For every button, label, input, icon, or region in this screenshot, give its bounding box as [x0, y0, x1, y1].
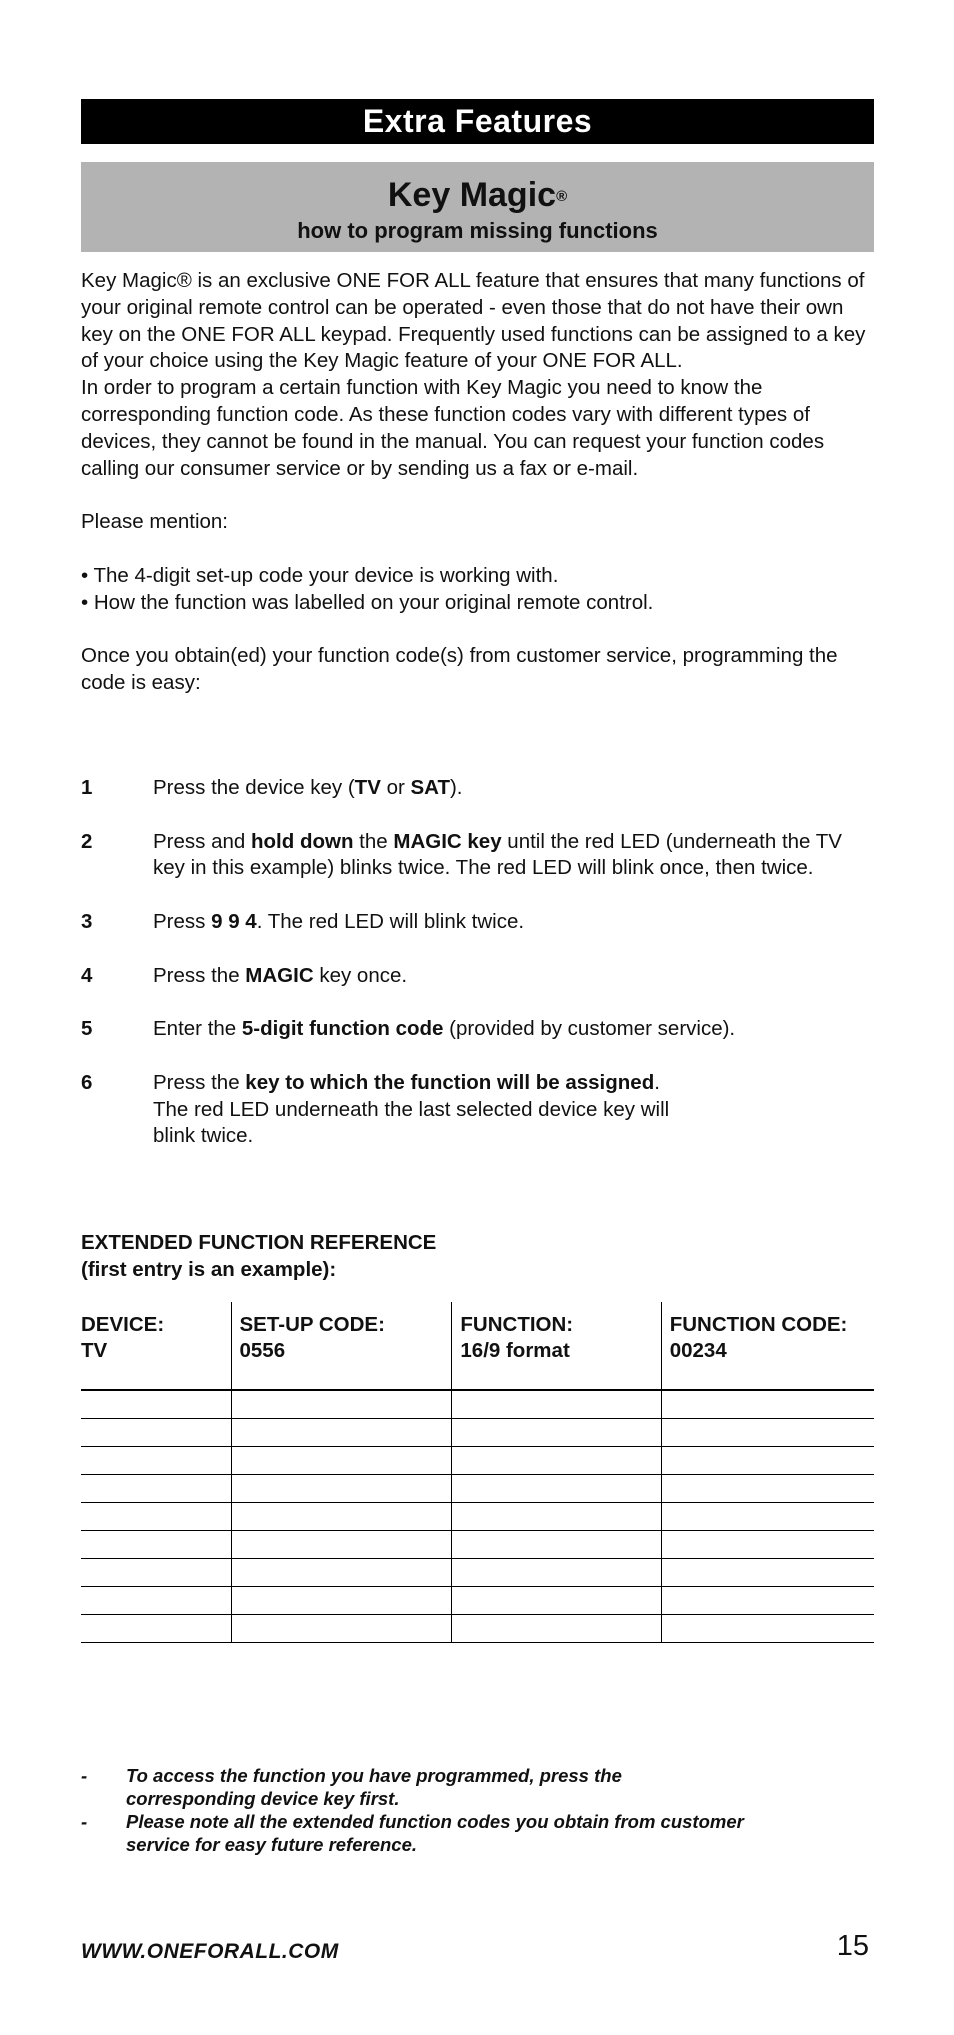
table-cell — [452, 1615, 661, 1643]
step-item — [81, 1070, 874, 1150]
table-cell — [81, 1559, 231, 1587]
note-item — [81, 1810, 874, 1856]
step-item — [81, 775, 874, 802]
step-text: . The red LED will blink twice. — [256, 909, 525, 933]
table-cell — [81, 1615, 231, 1643]
step-text: or — [380, 776, 411, 799]
step-emphasis: key to which the function will be assigned — [245, 1070, 655, 1094]
header-cell-function-code — [661, 1302, 874, 1390]
step-text: (provided by customer service). — [443, 1017, 736, 1041]
step-text: Press the — [153, 1070, 246, 1094]
table-cell — [661, 1447, 874, 1475]
table-cell — [661, 1531, 874, 1559]
header-label: SET-UP CODE: — [239, 1313, 385, 1336]
step-item — [81, 909, 874, 936]
step-text: Press — [153, 909, 212, 933]
feature-subtitle: how to program missing functions — [297, 218, 658, 243]
table-row — [81, 1615, 874, 1643]
table-cell — [452, 1503, 661, 1531]
step-text: ). — [449, 776, 463, 799]
bullet-setup-code: • The 4-digit set-up code your device is working with. — [81, 563, 559, 587]
note-text: corresponding device key first. — [126, 1788, 400, 1809]
intro-text — [81, 268, 874, 697]
step-text: key once. — [313, 963, 408, 987]
intro-paragraph-2: In order to program a certain function with Key Magic you need to know the corresponding function code. As these function codes vary with different types of devices, they cannot be found in the manual. You can request your function codes calling our consumer service or by sending us a fax or e-mail. — [81, 376, 825, 480]
table-row — [81, 1419, 874, 1447]
header-label: FUNCTION CODE: — [669, 1313, 848, 1336]
table-cell — [231, 1587, 452, 1615]
note-dash: - — [81, 1765, 88, 1786]
intro-paragraph-1: Key Magic® is an exclusive ONE FOR ALL feature that ensures that many functions of your original remote control can be operated - even those that do not have their own key on the ONE FOR ALL keypad. Frequently used functions can be assigned to a key of your choice using the Key Magic feature of your ONE FOR ALL. — [81, 269, 866, 373]
note-item — [81, 1764, 874, 1810]
table-cell — [452, 1559, 661, 1587]
header-label: FUNCTION: — [460, 1313, 574, 1336]
table-cell — [231, 1447, 452, 1475]
table-row — [81, 1559, 874, 1587]
step-number: 1 — [81, 776, 93, 799]
table-cell — [661, 1615, 874, 1643]
section-header — [81, 99, 874, 144]
step-emphasis: hold down — [251, 829, 354, 853]
step-emphasis: SAT — [410, 776, 450, 799]
table-cell — [231, 1390, 452, 1419]
note-text: To access the function you have programmed, press the — [126, 1765, 622, 1786]
header-value: 00234 — [669, 1339, 727, 1362]
table-cell — [661, 1475, 874, 1503]
page-number: 15 — [836, 1930, 869, 1962]
step-emphasis: 9 9 4 — [211, 909, 257, 933]
table-row — [81, 1447, 874, 1475]
table-cell — [231, 1419, 452, 1447]
table-cell — [452, 1419, 661, 1447]
step-text: Enter the — [153, 1017, 242, 1041]
table-cell — [661, 1587, 874, 1615]
registered-mark: ® — [556, 188, 568, 205]
mention-label: Please mention: — [81, 510, 229, 534]
step-text: the — [353, 829, 394, 853]
step-text: . — [654, 1070, 660, 1094]
table-cell — [81, 1390, 231, 1419]
table-cell — [231, 1559, 452, 1587]
bullet-function-label: • How the function was labelled on your original remote control. — [81, 590, 654, 614]
table-cell — [81, 1503, 231, 1531]
table-body — [81, 1390, 874, 1643]
table-row — [81, 1503, 874, 1531]
table-cell — [661, 1559, 874, 1587]
table-cell — [81, 1447, 231, 1475]
header-label: DEVICE: — [81, 1313, 165, 1336]
header-cell-device — [81, 1302, 231, 1390]
table-cell — [81, 1419, 231, 1447]
step-emphasis: MAGIC — [245, 963, 314, 987]
obtain-paragraph: Once you obtain(ed) your function code(s) from customer service, programming the code is easy: — [81, 644, 838, 694]
step-item — [81, 829, 874, 883]
table-row — [81, 1587, 874, 1615]
step-text: Press the — [153, 963, 246, 987]
step-emphasis: TV — [354, 776, 381, 799]
table-cell — [231, 1615, 452, 1643]
header-value: 0556 — [239, 1339, 286, 1362]
header-cell-setup-code — [231, 1302, 452, 1390]
header-value: TV — [81, 1339, 108, 1362]
step-number: 3 — [81, 909, 93, 933]
table-cell — [81, 1475, 231, 1503]
table-cell — [231, 1503, 452, 1531]
function-reference-table — [81, 1302, 874, 1643]
step-text: until the red LED (underneath the TV key in this example) blinks twice. The red LED will blink once, then twice. — [153, 829, 842, 880]
step-item — [81, 1016, 874, 1043]
table-header-row — [81, 1302, 874, 1390]
table-row — [81, 1475, 874, 1503]
step-text: Press the device key ( — [153, 776, 355, 799]
table-row — [81, 1531, 874, 1559]
step-emphasis: 5-digit function code — [241, 1017, 444, 1041]
feature-banner — [81, 162, 874, 252]
feature-title-text: Key Magic — [387, 176, 557, 214]
table-row — [81, 1390, 874, 1419]
table-cell — [231, 1475, 452, 1503]
reference-title-line: EXTENDED FUNCTION REFERENCE — [81, 1231, 437, 1254]
table-cell — [661, 1390, 874, 1419]
header-cell-function — [452, 1302, 661, 1390]
step-item — [81, 963, 874, 990]
feature-title — [81, 175, 874, 215]
step-number: 2 — [81, 829, 93, 853]
header-value: 16/9 format — [460, 1339, 570, 1362]
table-cell — [661, 1503, 874, 1531]
step-list — [81, 775, 874, 1177]
note-dash: - — [81, 1811, 88, 1832]
step-number: 6 — [81, 1070, 93, 1094]
step-number: 5 — [81, 1017, 93, 1041]
note-text: Please note all the extended function codes you obtain from customer — [126, 1811, 744, 1832]
table-cell — [81, 1587, 231, 1615]
reference-title — [81, 1230, 436, 1284]
table-cell — [81, 1531, 231, 1559]
table-cell — [661, 1419, 874, 1447]
step-text: The red LED underneath the last selected device key will — [153, 1097, 670, 1121]
table-cell — [231, 1531, 452, 1559]
table-cell — [452, 1447, 661, 1475]
table-cell — [452, 1587, 661, 1615]
step-number: 4 — [81, 963, 93, 987]
table-cell — [452, 1475, 661, 1503]
note-text: service for easy future reference. — [126, 1834, 418, 1855]
reference-title-line: (first entry is an example): — [81, 1257, 337, 1281]
website-link[interactable]: WWW.ONEFORALL.COM — [81, 1940, 339, 1963]
notes-list — [81, 1764, 874, 1856]
step-text: blink twice. — [153, 1124, 254, 1148]
step-emphasis: MAGIC key — [393, 829, 502, 853]
step-text: Press and — [153, 829, 251, 853]
table-cell — [452, 1390, 661, 1419]
header-title: Extra Features — [362, 103, 593, 139]
table-cell — [452, 1531, 661, 1559]
